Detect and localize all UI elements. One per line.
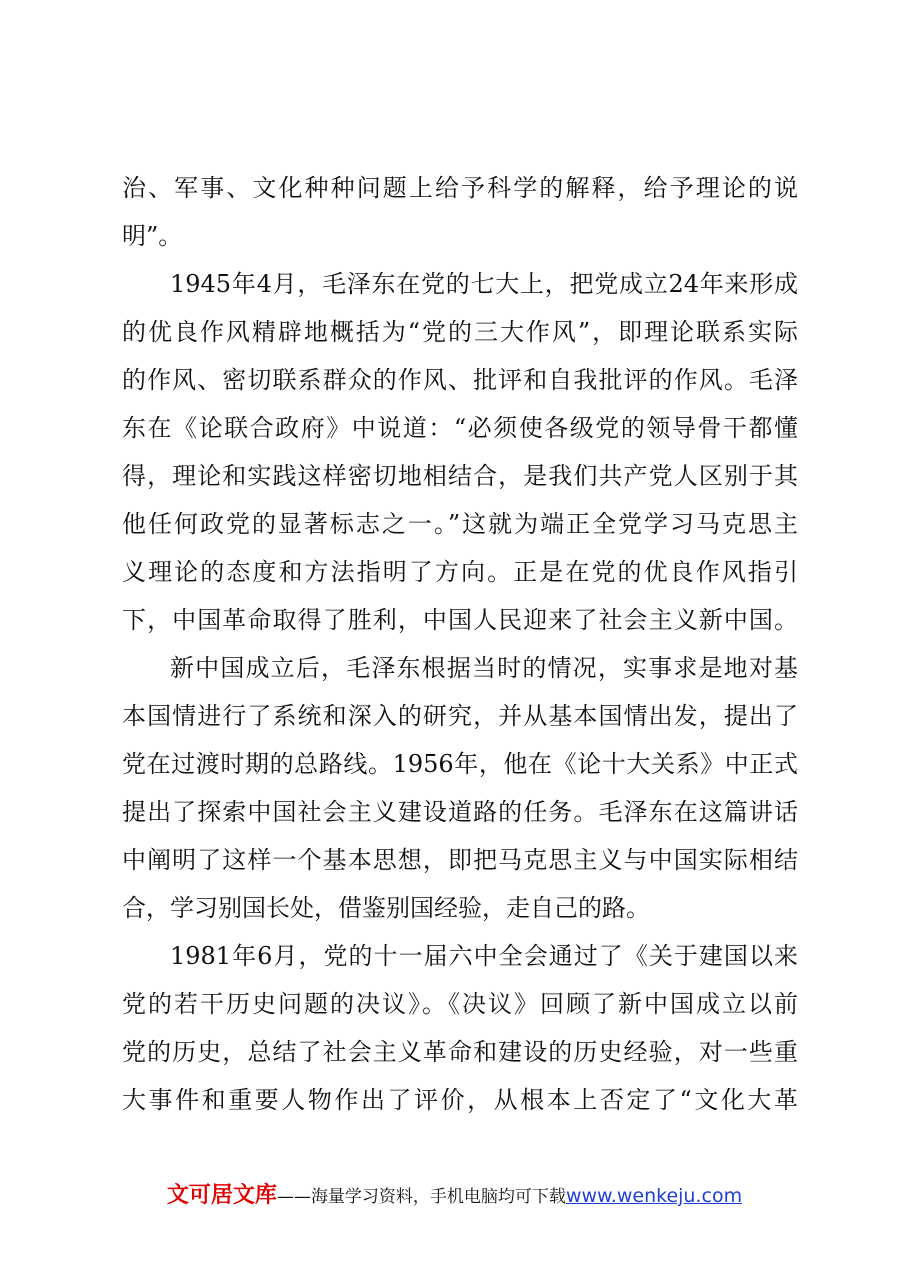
footer-tagline: ——海量学习资料，手机电脑均可下载 [276, 1187, 566, 1207]
footer-banner [0, 1176, 909, 1217]
text-line: 本国情进行了系统和深入的研究，并从基本国情出发，提出了 [122, 702, 798, 730]
document-body [122, 164, 798, 1124]
paragraph-start-line: 1981年6月，党的十一届六中全会通过了《关于建国以来 [170, 942, 798, 970]
text-line: 东在《论联合政府》中说道：“必须使各级党的领导骨干都懂 [122, 414, 798, 442]
text-line: 下，中国革命取得了胜利，中国人民迎来了社会主义新中国。 [122, 606, 798, 634]
text-line: 的作风、密切联系群众的作风、批评和自我批评的作风。毛泽 [122, 366, 798, 394]
text-line: 明”。 [122, 222, 183, 250]
website-link[interactable]: www.wenkeju.com [565, 1185, 743, 1207]
text-line: 合，学习别国长处，借鉴别国经验，走自己的路。 [122, 894, 650, 922]
paragraph-start-line: 1945年4月，毛泽东在党的七大上，把党成立24年来形成 [170, 270, 798, 298]
brand-name: 文可居文库 [166, 1183, 277, 1208]
text-line: 中阐明了这样一个基本思想，即把马克思主义与中国实际相结 [122, 846, 798, 874]
text-line: 他任何政党的显著标志之一。”这就为端正全党学习马克思主 [122, 510, 798, 538]
text-line: 党的若干历史问题的决议》。《决议》回顾了新中国成立以前 [122, 990, 798, 1018]
paragraph-start-line: 新中国成立后，毛泽东根据当时的情况，实事求是地对基 [170, 654, 798, 682]
text-line: 党在过渡时期的总路线。1956年，他在《论十大关系》中正式 [122, 750, 798, 778]
text-line: 治、军事、文化种种问题上给予科学的解释，给予理论的说 [122, 174, 798, 202]
text-line: 党的历史，总结了社会主义革命和建设的历史经验，对一些重 [122, 1038, 798, 1066]
text-line: 提出了探索中国社会主义建设道路的任务。毛泽东在这篇讲话 [122, 798, 798, 826]
text-line: 大事件和重要人物作出了评价，从根本上否定了“文化大革 [122, 1086, 798, 1114]
text-line: 义理论的态度和方法指明了方向。正是在党的优良作风指引 [122, 558, 798, 586]
text-line: 的优良作风精辟地概括为“党的三大作风”，即理论联系实际 [122, 318, 798, 346]
text-line: 得，理论和实践这样密切地相结合，是我们共产党人区别于其 [122, 462, 798, 490]
